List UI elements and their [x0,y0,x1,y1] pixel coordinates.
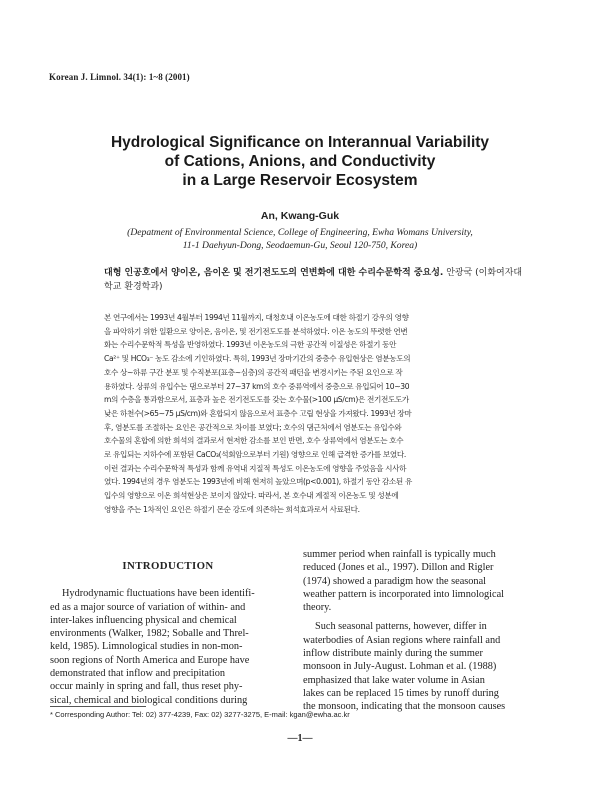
korean-abstract [104,311,524,517]
section-heading-introduction: INTRODUCTION [122,560,214,572]
intro-line: inter-lakes influencing physical and chemical [50,614,237,626]
left-column [50,548,286,707]
korean-title [104,266,524,294]
abstract-line: 후, 염분도를 조절하는 요인은 공간적으로 차이를 보였다; 호수의 댐근처에서 염분도는 유입수와 [104,422,402,432]
affiliation-line-1: (Depatment of Environmental Science, College of Engineering, Ewha Womans University, [127,227,473,238]
author-name: An, Kwang-Guk [260,210,340,222]
intro-line: environments (Walker, 1982; Soballe and Threl- [50,628,249,640]
abstract-line: 본 연구에서는 1993년 4월부터 1994년 11월까지, 대청호내 이온농도에 대한 하절기 강우의 영향 [104,313,409,322]
intro-line: occur mainly in spring and fall, thus reset phy- [50,681,243,693]
title-line-2: of Cations, Anions, and Conductivity [164,153,436,170]
intro-line: monsoon in July-August. Lohman et al. (1988) [303,661,497,673]
intro-line: (1974) showed a paradigm how the seasonal [303,575,487,587]
footnote-divider [50,706,146,707]
intro-line: summer period when rainfall is typically much [303,549,496,560]
intro-line: lakes can be replaced 15 times by runoff during [303,687,499,699]
abstract-line: 입수의 영향으로 이온 희석현상은 보이지 않았다. 따라서, 본 호수내 계절적 이온농도 및 성분에 [104,491,399,501]
abstract-line: 낮은 하천수(>65~75 μS/cm)와 혼합되지 않음으로서 표층수 고립 현상을 가져왔다. 1993년 장마 [104,408,412,418]
intro-line: reduced (Jones et al., 1997). Dillon and Rigler [303,562,494,574]
right-column [303,548,539,714]
intro-line: demonstrated that inflow and precipitation [50,668,225,680]
intro-line: waterbodies of Asian regions where rainfall and [303,634,501,646]
intro-line: weather pattern is incorporated into limnological [303,588,505,600]
intro-line: Hydrodynamic fluctuations have been identifi- [62,588,255,600]
intro-line: the monsoon, indicating that the monsoon causes [303,701,506,713]
abstract-line: 이런 결과는 수리수문학적 특성과 함께 유역내 지질적 특성도 이온농도에 영향을 주었음을 시사하 [104,463,407,473]
abstract-line: 호수물의 혼합에 의한 희석의 결과로서 현저한 감소를 보인 반면, 호수 상류역에서 염분도는 호수 [104,436,404,446]
intro-line: keld, 1985). Limnological studies in non-mon- [50,641,243,653]
intro-line: ed as a major source of variation of within- and [50,601,246,613]
page-number: —1— [287,733,313,744]
journal-citation: Korean J. Limnol. 34(1): 1~8 (2001) [49,72,190,82]
affiliation-line-2: 11-1 Daehyun-Dong, Seodaemun-Gu, Seoul 120-750, Korea) [182,240,418,251]
abstract-line: Ca²⁺ 및 HCO₃⁻ 농도 감소에 기인하였다. 특히, 1993년 장마기간의 중층수 유입현상은 염분농도의 [104,354,411,364]
abstract-line: 로 유입되는 지하수에 포함된 CaCO₃(석회암으로부터 기원) 영향으로 인해 급격한 증가를 보였다. [104,450,406,460]
abstract-line: 용하였다. 상류의 유입수는 댐으로부터 27~37 km의 호수 중류역에서 중층으로 유입되어 10~30 [104,381,410,391]
intro-line: emphasized that lake water volume in Asian [303,674,485,686]
intro-line: soon regions of North America and Europe have [50,654,250,666]
intro-line: inflow distribute mainly during the summer [303,648,483,660]
intro-line: sical, chemical and biological conditions during [50,694,248,706]
abstract-line: 영향을 주는 1차적인 요인은 하절기 몬순 강도에 의존하는 희석효과로서 사료된다. [104,504,360,514]
affiliation [0,226,600,252]
title-line-3: in a Large Reservoir Ecosystem [182,172,418,189]
corresponding-author-footnote: * Corresponding Author: Tel: 02) 377-4239, Fax: 02) 3277-3275, E-mail: kgan@ewha.ac.kr [50,710,350,719]
abstract-line: 을 파악하기 위한 일환으로 양이온, 음이온, 및 전기전도도를 분석하였다. 이온 농도의 뚜렷한 연변 [104,326,408,336]
abstract-line: 였다. 1994년의 경우 염분도는 1993년에 비해 현저히 높았으며(p<0.001), 하절기 동안 감소된 유 [104,477,412,487]
abstract-line: 호수 상~하류 구간 분포 및 수직분포(표층~심층)의 공간적 패턴을 변경시키는 주된 요인으로 작 [104,367,403,377]
korean-title-text: 대형 인공호에서 양이온, 음이온 및 전기전도도의 연변화에 대한 수리수문학적 중요성. [104,268,444,278]
abstract-line: 화는 수리수문학적 특성을 반영하였다. 1993년 이온농도의 극한 공간적 이질성은 하절기 동안 [104,340,397,350]
abstract-line: m의 수층을 통과함으로서, 표층과 높은 전기전도도를 갖는 호수물(>100 μS/cm)은 전기전도도가 [104,395,409,405]
paper-title [60,133,540,190]
intro-line: theory. [303,602,332,614]
intro-line: Such seasonal patterns, however, differ in [315,621,487,633]
title-line-1: Hydrological Significance on Interannual Variability [110,134,490,151]
korean-author: 안광국 (이화여자대학교 환경학과) [104,268,523,292]
